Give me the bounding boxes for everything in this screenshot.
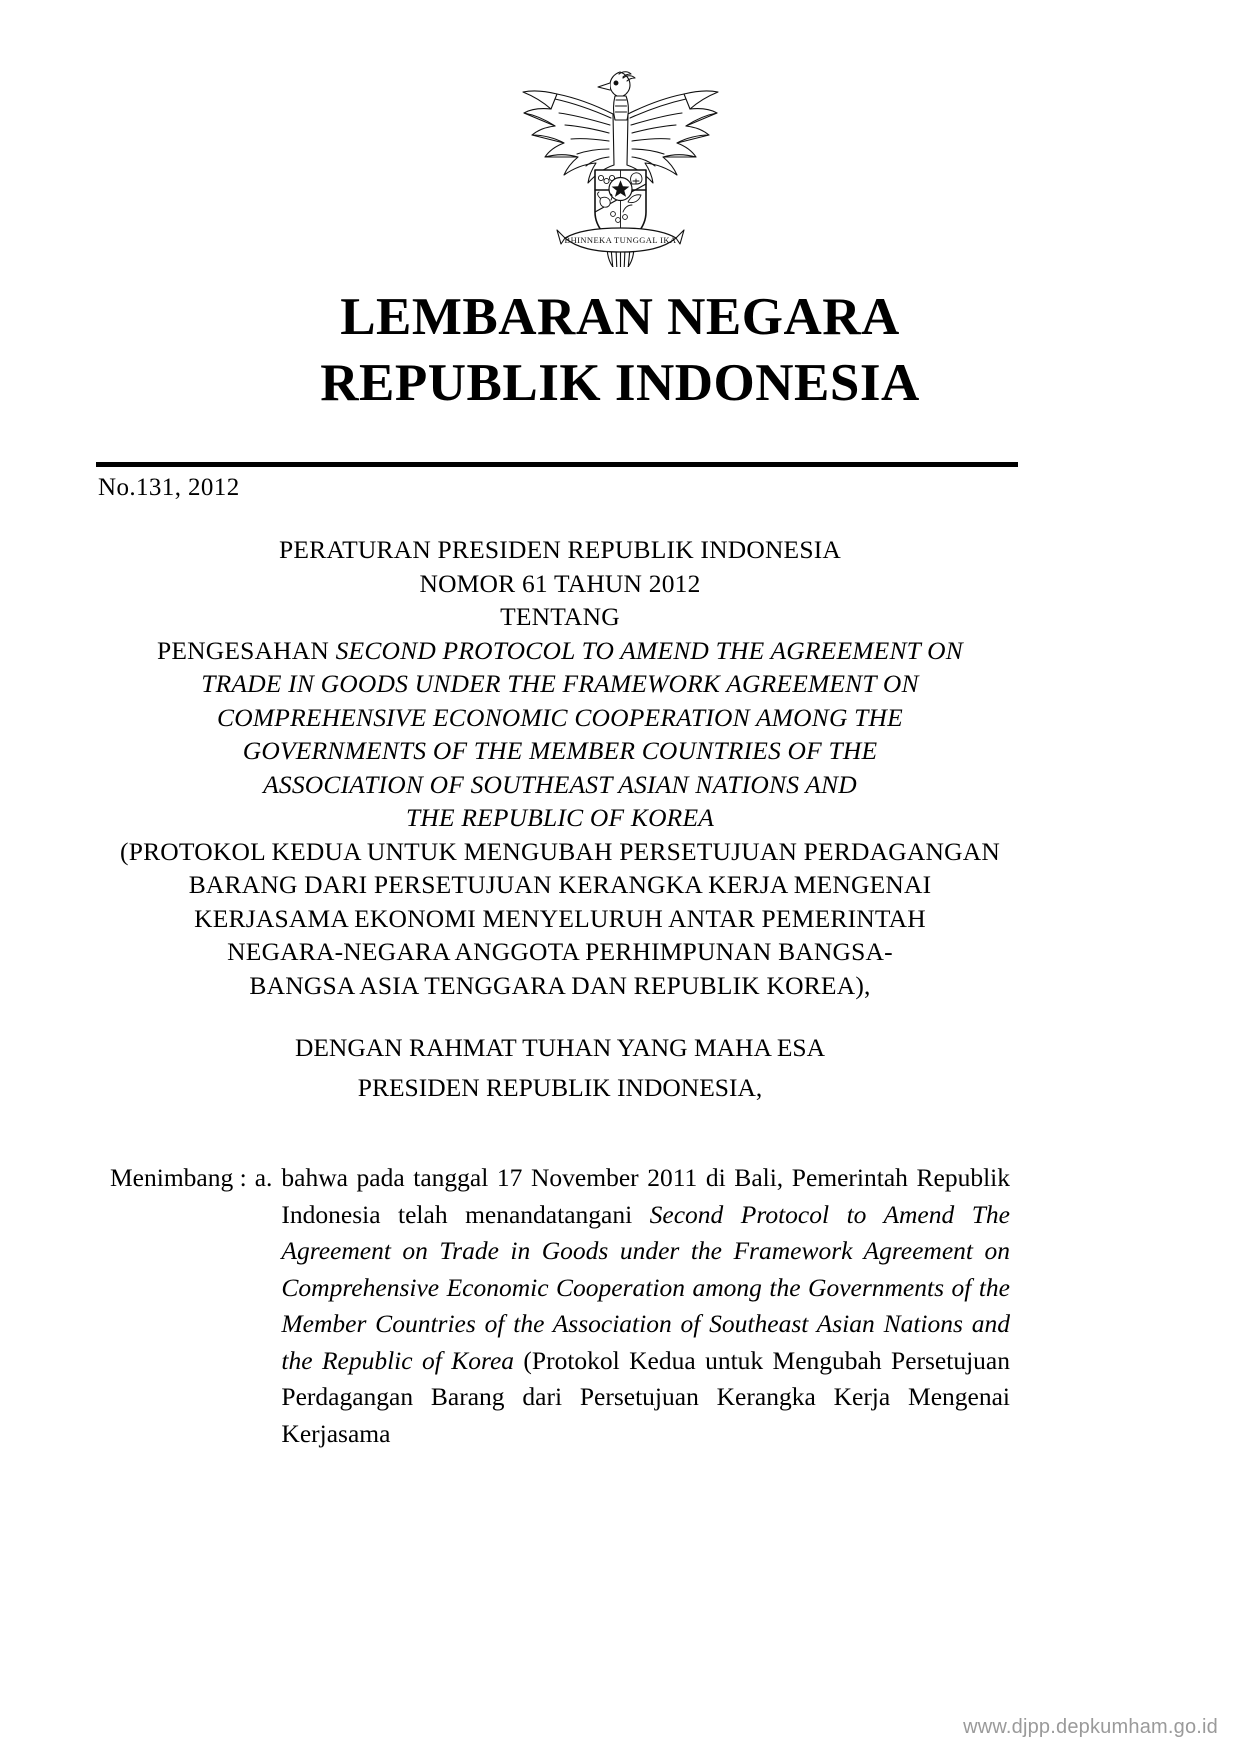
garuda-pancasila-emblem	[515, 62, 725, 267]
subtitle-line-blessing: DENGAN RAHMAT TUHAN YANG MAHA ESA	[294, 1033, 826, 1062]
title-line-regulation: PERATURAN PRESIDEN REPUBLIK INDONESIA	[278, 535, 842, 564]
clause-text-part-2: (Protokol Kedua untuk Mengubah Persetujuan Perdagangan Barang dari Persetujuan Kerangka Kerja Mengenai Kerjasama	[281, 1345, 1010, 1448]
english-title-line-3: COMPREHENSIVE ECONOMIC COOPERATION AMONG THE	[217, 702, 903, 732]
title-block	[96, 533, 1024, 1002]
english-title-line-2: TRADE IN GOODS UNDER THE FRAMEWORK AGREEMENT ON	[201, 669, 919, 698]
clause-marker: a.	[254, 1163, 273, 1192]
masthead-line-1: LEMBARAN NEGARA	[340, 288, 900, 346]
clause-text-italic-title: Second Protocol to Amend The Agreement on Trade in Goods under the Framework Agreement on Comprehensive Economic Cooperation among the Governments of the Member Countries of the Association of Southeast Asian Nations and the Republic of Korea	[281, 1199, 1010, 1375]
indonesian-title-line-5: BANGSA ASIA TENGGARA DAN REPUBLIK KOREA),	[249, 970, 871, 1000]
english-title-line-1: SECOND PROTOCOL TO AMEND THE AGREEMENT ON	[335, 635, 963, 665]
subtitle-line-president: PRESIDEN REPUBLIK INDONESIA,	[357, 1073, 763, 1102]
body-block	[110, 1160, 1010, 1452]
clause-menimbang	[110, 1160, 1010, 1452]
issue-number: No.131, 2012	[98, 474, 240, 501]
clause-text-part-1: bahwa pada tanggal 17 November 2011 di Bali, Pemerintah Republik Indonesia telah menandatangani	[281, 1163, 1010, 1229]
header-divider	[96, 462, 1018, 467]
pengesahan-prefix: PENGESAHAN	[157, 635, 336, 665]
emblem-container	[0, 62, 1240, 272]
clause-text	[281, 1160, 1010, 1452]
title-line-number: NOMOR 61 TAHUN 2012	[419, 568, 701, 598]
masthead-line-2: REPUBLIK INDONESIA	[320, 354, 920, 412]
masthead	[0, 284, 1240, 416]
english-title-line-6: THE REPUBLIC OF KOREA	[405, 803, 715, 832]
english-title-line-4: GOVERNMENTS OF THE MEMBER COUNTRIES OF THE	[242, 736, 878, 765]
title-line-pengesahan	[96, 634, 1024, 668]
svg-text:BHINNEKA TUNGGAL IKA: BHINNEKA TUNGGAL IKA	[564, 235, 677, 245]
english-title-line-5: ASSOCIATION OF SOUTHEAST ASIAN NATIONS AND	[263, 769, 857, 799]
indonesian-title-line-2: BARANG DARI PERSETUJUAN KERANGKA KERJA MENGENAI	[188, 870, 932, 899]
indonesian-title-line-1: (PROTOKOL KEDUA UNTUK MENGUBAH PERSETUJUAN PERDAGANGAN	[120, 836, 1000, 866]
subtitle-block	[96, 1028, 1024, 1108]
footer-source-url: www.djpp.depkumham.go.id	[963, 1716, 1218, 1738]
clause-label: Menimbang :	[110, 1163, 247, 1192]
indonesian-title-line-3: KERJASAMA EKONOMI MENYELURUH ANTAR PEMERINTAH	[194, 903, 926, 933]
indonesian-title-line-4: NEGARA-NEGARA ANGGOTA PERHIMPUNAN BANGSA-	[227, 937, 893, 966]
title-line-tentang: TENTANG	[500, 602, 620, 631]
